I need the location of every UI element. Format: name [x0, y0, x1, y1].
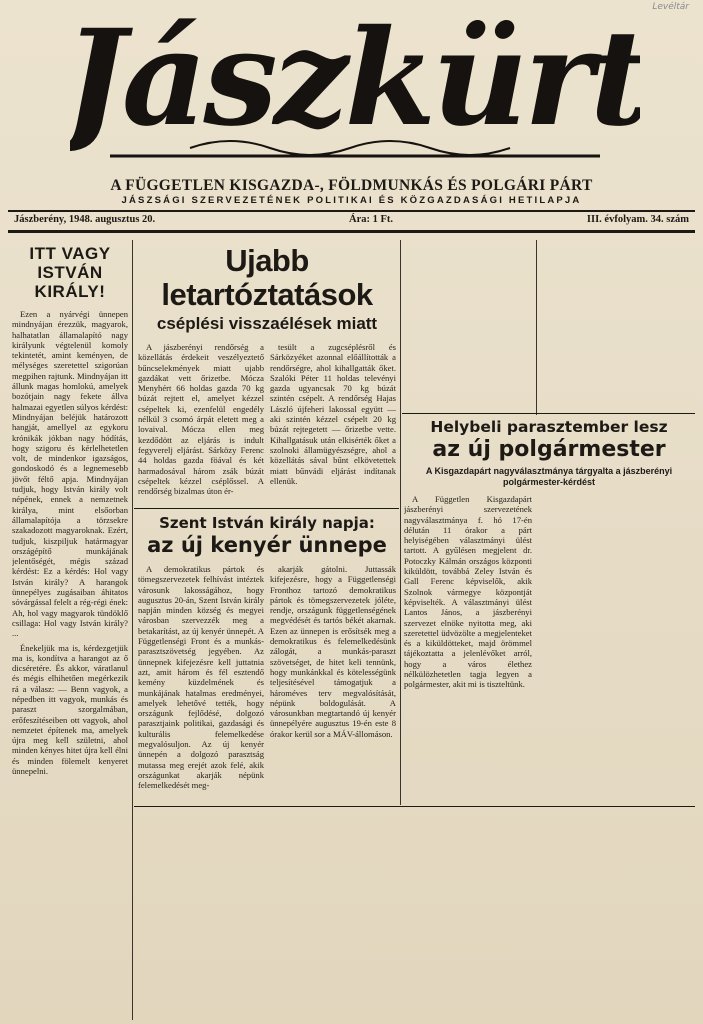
masthead-logo-art	[70, 6, 640, 166]
article-column	[138, 564, 264, 791]
article-body	[12, 309, 128, 776]
text-block-program	[404, 244, 532, 408]
dateline-rule	[8, 230, 695, 233]
article-headline-secondary: az új kenyér ünnepe	[147, 533, 387, 557]
column-divider	[132, 240, 133, 1020]
top-rule	[8, 210, 695, 212]
article-separator	[134, 806, 695, 807]
article-subhead: cséplési visszaélések miatt	[156, 314, 378, 333]
handwritten-note: Levéltár	[652, 2, 689, 12]
masthead-subtitle-party: A FÜGGETLEN KISGAZDA-, FÖLDMUNKÁS ÉS POLGÁRI PÁRT	[110, 177, 593, 194]
article-paragraph: A demokratikus pártok és tömegszervezetek felhívást intéztek városunk lakosságához, hogy augusztus 20-án, Szent István király napján minden község és megyei városban szervezzék meg a betakarítást, az új kenyér ünnepét. A Függetlenségi Front és a munkás-parasztszövetség jegyében. Az ünnepnek kifejezésre kell juttatnia azt, amit három és fél esztendő kemény küzdelmének és munkájának hatalmas eredményei, amelyek lehetővé tették, hogy országunk fejlődésé, dolgozó parasztjaink politikai, gazdasági és kulturális felemelkedése megvalósuljon. Az új kenyér ünnepén a dolgozó parasztság mutassa meg erejét azok felé, akik országunkat akarják népünk felemelkedését meg-	[138, 564, 264, 791]
svg-text:Jászkürt: Jászkürt	[70, 6, 640, 156]
masthead-subtitle-weekly: JÁSZSÁGI SZERVEZETÉNEK POLITIKAI ÉS KÖZGAZDASÁGI HETILAPJA	[121, 195, 582, 206]
issue-number: III. évfolyam. 34. szám	[586, 214, 689, 225]
article-paragraph: Énekeljük ma is, kérdezgetjük ma is, kondítva a harangot az ő dicséretére. És akkor, váratlanul és mégis elhihetően megérkezik rá a válasz: — Benn vagyok, a népedben itt vagyok, munkás és paraszt szorgalmában, erőfeszítéseiben ott vagyok, ahol nemzetet építenek ma, amelyek újra meg kell születni, ahol minden kényes hitet újra kell élni és minden fölemelt kenyeret ünnepelni.	[12, 642, 128, 777]
column-divider	[536, 240, 537, 415]
article-szent-istvan	[138, 514, 396, 804]
article-headline: Ujabb letartóztatások	[161, 244, 373, 312]
article-separator	[134, 508, 399, 509]
article-headline: Szent István király napja:	[159, 514, 375, 532]
article-paragraph: A Független Kisgazdapárt jászberényi szervezetének nagyválasztmánya f. hó 17-én délután 11 órakor a párt helyiségében választmányi ülést tartott. A gyűlésen megjelent dr. Potoczky Kálmán országos központi kiküldött, továbbá Zeley István és Gall Ferenc képviselők, akik Szolnok vármegye központját képviselték. A választmányi ülést Lantos János, a jászberényi szervezet elnöke nyitotta meg, aki szeretettel üdvözölte a megjelenteket és a kiküldötteket, majd örömmel tájékoztatta a jelenlévőket arról, hogy a város élethez nélkülözhetetlen tagja legyen a polgármester, akit mi is tiszteltünk.	[404, 494, 532, 690]
article-paragraph: tesült a zugcséplésről és Sárközyéket azonnal előállították a rendőrségre, ahol kihallgatták őket. Szalóki Péter 11 holdas televényi gazda ugyancsak 70 kg búzát szintén csépelt. A rendőrség Hajas László újfeheri lakossal együtt — aki szintén kézzel csépelt 20 kg búzát rejtegetett — őrizetbe vette. Kihallgatásuk után elkisérték őket a szolnoki államügyészségre, ahol a közellátás sával bűnt elkövetettek miatt bűnvádi eljárást indítanak ellenük.	[270, 342, 396, 486]
article-headline-secondary: az új polgármester	[432, 437, 666, 462]
issue-price: Ára: 1 Ft.	[349, 214, 394, 225]
dateline	[14, 214, 689, 228]
article-helybeli-polgarmester	[404, 418, 694, 804]
masthead-logo	[70, 6, 640, 166]
article-paragraph: A jászberényi rendőrség a közellátás érdekeit veszélyeztető bűncselekmények miatt ujabb gazdákat vett őrizetbe. Mócza Menyhért 66 holdas gazda 70 kg búzát rejtett el, amelyet kézzel csépeltek ki, ezenfelül engedély nélkül 3 csomó árpát eletett meg a lovaival. Mócza ellen meg kezdődött az eljárás is indult fegyverelj eljárást. Sárközy Ferenc 44 holdas gazda föával és két harmadosával három zsák búzát csépeltek kézzel cséplőssel. A rendőrség bizalmas úton ér-	[138, 342, 264, 497]
article-itt-vagy	[12, 244, 128, 1020]
article-column	[404, 494, 532, 690]
article-column	[138, 342, 264, 496]
issue-date: Jászberény, 1948. augusztus 20.	[14, 214, 156, 225]
article-paragraph: Ezen a nyárvégi ünnepen mindnyájan érezzük, magyarok, halhatatlan államalapító nagy királyunk végtelenül komoly tekintetét, amint keményen, de mélységes szeretettel szigorúan megpihen rajtunk. Mindnyájan itt állunk magas homlokú, amelyek bozótjain nagy fekete állva halmazai egyetlen súlyos kérdést: Mindnyájan beléjük határozott hangját, amellyel az egykoru krónikák jókban nagy hódítás, hogy szigoru és kérlelhetetlen volt, de mindenkor igazságos, gondoskodó és a legnemesebb jövőt féltő apja. Mindnyájan tudjuk, hogy István király volt népének, ennek a nemzetnek királya, mint elsőorban államalapítója a törzsekre szakadozott magyaroknak. Ezért, tudjuk, kiszpiljuk határmagyar országépítő munkájának jelentőségét, mégis század kérdést: Ez a kérdés: Hol vagy István király? A harangok ünnepélyes zugásaiban áhitatos sóvárgással felelt a rég-régi ének: Ah, hol vagy magyarok tündöklő csillaga: Hol vagy István király? ...	[12, 309, 128, 639]
article-ujabb-letartoztatasok	[138, 244, 396, 506]
article-headline: Helybeli parasztember lesz	[430, 418, 668, 436]
article-subhead: A Kisgazdapárt nagyválasztmánya tárgyalta a jászberényi polgármester-kérdést	[425, 466, 673, 487]
column-divider	[400, 240, 401, 805]
article-headline: ITT VAGY ISTVÁN KIRÁLY!	[29, 244, 111, 301]
article-column	[270, 564, 396, 791]
article-separator	[402, 413, 695, 414]
article-column	[270, 342, 396, 496]
article-paragraph: akarják gátolni. Juttassák kifejezésre, hogy a Függetlenségi Fronthoz tartozó demokratikus pártok és tömegszervezetek jóléte, rendje, országunk függetlenségének megvédését és tartós békét akarnak. Ezen az ünnepen is erősítsék meg a demokratikus és felemelkedésünk zálogát, a munkás-paraszt szövetséget, de hitet keli tennünk, hogy munkánkkal és kötelességünk teljesítésével támogatjuk a hároméves terv megvalósítását, népünk boldogulását. A városunkban megtartandó új kenyér ünnepélyére augusztus 19-én este 8 órakor kerül sor a MÁV-állomáson.	[270, 564, 396, 739]
